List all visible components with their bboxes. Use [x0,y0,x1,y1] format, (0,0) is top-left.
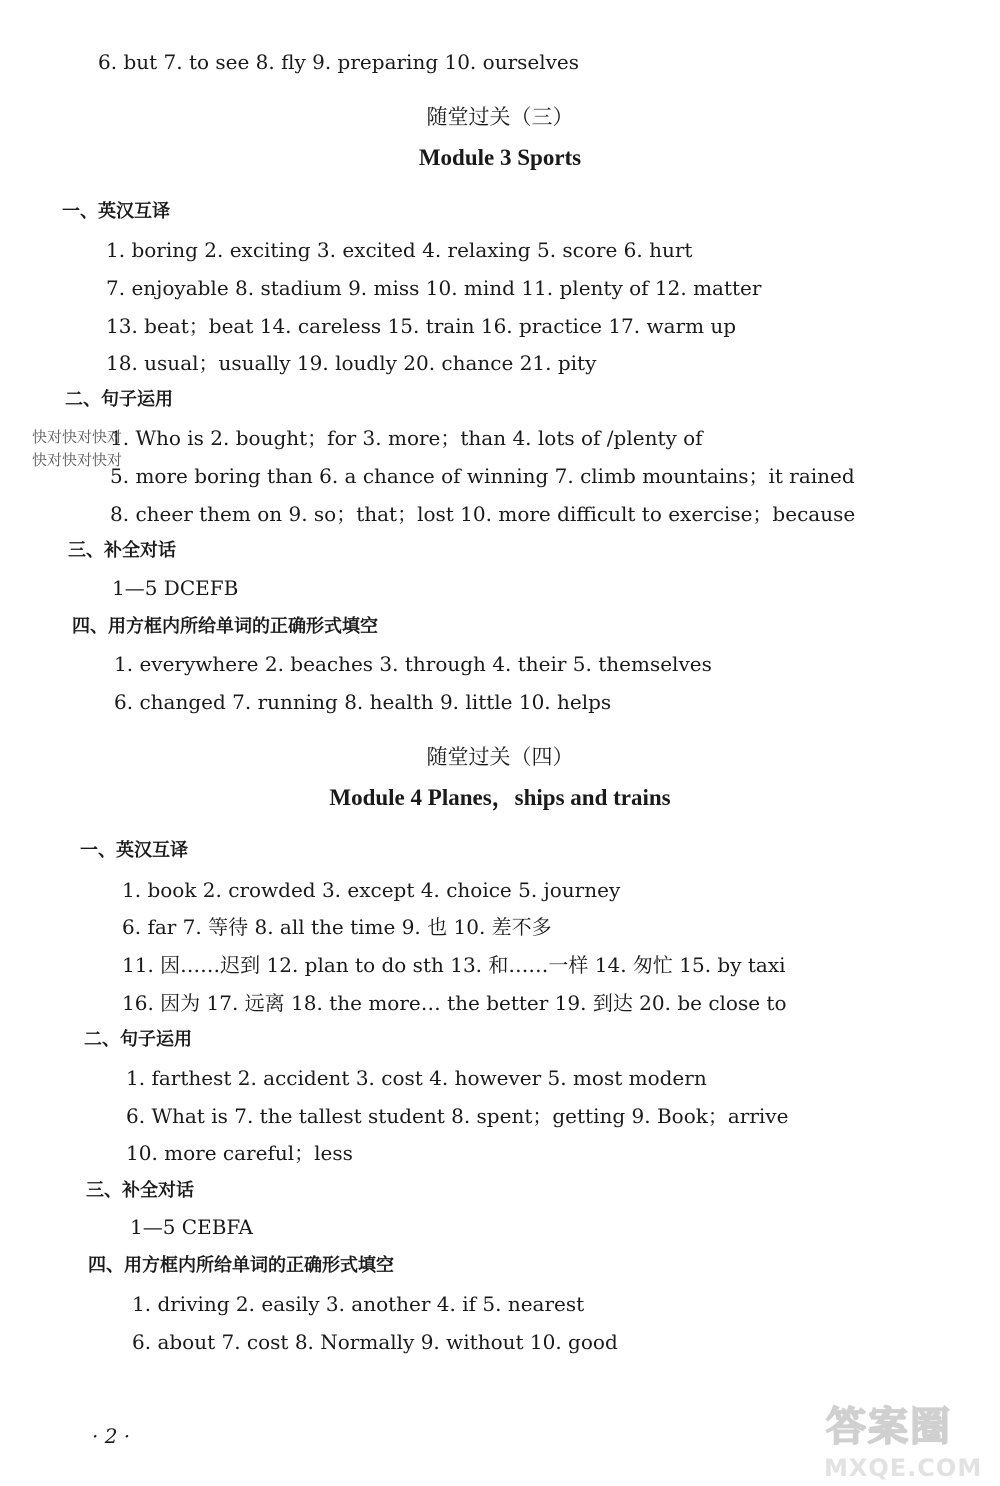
answer-line: 1. everywhere 2. beaches 3. through 4. their 5. themselves [114,652,712,676]
section-title-4: 随堂过关（四） [426,745,574,769]
heading-dialogue: 三、补全对话 [86,1180,194,1201]
answer-line: 16. 因为 17. 远离 18. the more… the better 19. 到达 20. be close to [122,991,787,1015]
answer-line: 1. driving 2. easily 3. another 4. if 5. nearest [132,1292,585,1316]
watermark-logo [818,1396,998,1484]
svg-text:MXQE.COM: MXQE.COM [824,1454,983,1482]
answer-line: 6. far 7. 等待 8. all the time 9. 也 10. 差不多 [122,915,552,939]
answer-line: 6. What is 7. the tallest student 8. spent；getting 9. Book；arrive [126,1104,789,1128]
answer-line: 8. cheer them on 9. so；that；lost 10. more difficult to exercise；because [110,502,856,526]
answer-line: 18. usual；usually 19. loudly 20. chance 21. pity [106,351,597,375]
heading-dialogue: 三、补全对话 [68,540,176,561]
answer-line: 1. Who is 2. bought；for 3. more；than 4. lots of /plenty of [110,426,703,450]
answer-line: 1—5 DCEFB [112,576,239,600]
answer-line: 10. more careful；less [126,1141,353,1165]
top-answer-line: 6. but 7. to see 8. fly 9. preparing 10. ourselves [98,50,580,74]
heading-translation: 一、英汉互译 [62,201,170,222]
answer-line: 5. more boring than 6. a chance of winning 7. climb mountains；it rained [110,464,855,488]
heading-sentences: 二、句子运用 [84,1029,192,1050]
section-title-3: 随堂过关（三） [426,105,574,129]
answer-line: 1—5 CEBFA [130,1215,253,1239]
heading-fill-blank: 四、用方框内所给单词的正确形式填空 [88,1255,394,1276]
answer-line: 13. beat；beat 14. careless 15. train 16. practice 17. warm up [106,314,737,338]
answer-line: 1. boring 2. exciting 3. excited 4. relaxing 5. score 6. hurt [106,238,693,262]
module-title-4: Module 4 Planes，ships and trains [329,785,671,810]
svg-text:答案圈: 答案圈 [826,1404,952,1450]
answer-line: 6. changed 7. running 8. health 9. little 10. helps [114,690,612,714]
page-number: · 2 · [92,1424,131,1448]
module-title-3: Module 3 Sports [418,145,582,170]
answer-line: 11. 因……迟到 12. plan to do sth 13. 和……一样 14. 匆忙 15. by taxi [122,953,786,977]
heading-translation: 一、英汉互译 [80,840,188,861]
answer-line: 1. farthest 2. accident 3. cost 4. however 5. most modern [126,1066,707,1090]
heading-sentences: 二、句子运用 [65,389,173,410]
watermark-text: 快对快对快对 [32,451,123,469]
answer-line: 6. about 7. cost 8. Normally 9. without 10. good [132,1330,618,1354]
answer-line: 7. enjoyable 8. stadium 9. miss 10. mind 11. plenty of 12. matter [106,276,762,300]
watermark-text: 快对快对快对 [32,428,123,446]
heading-fill-blank: 四、用方框内所给单词的正确形式填空 [72,616,378,637]
answer-line: 1. book 2. crowded 3. except 4. choice 5. journey [122,878,621,902]
